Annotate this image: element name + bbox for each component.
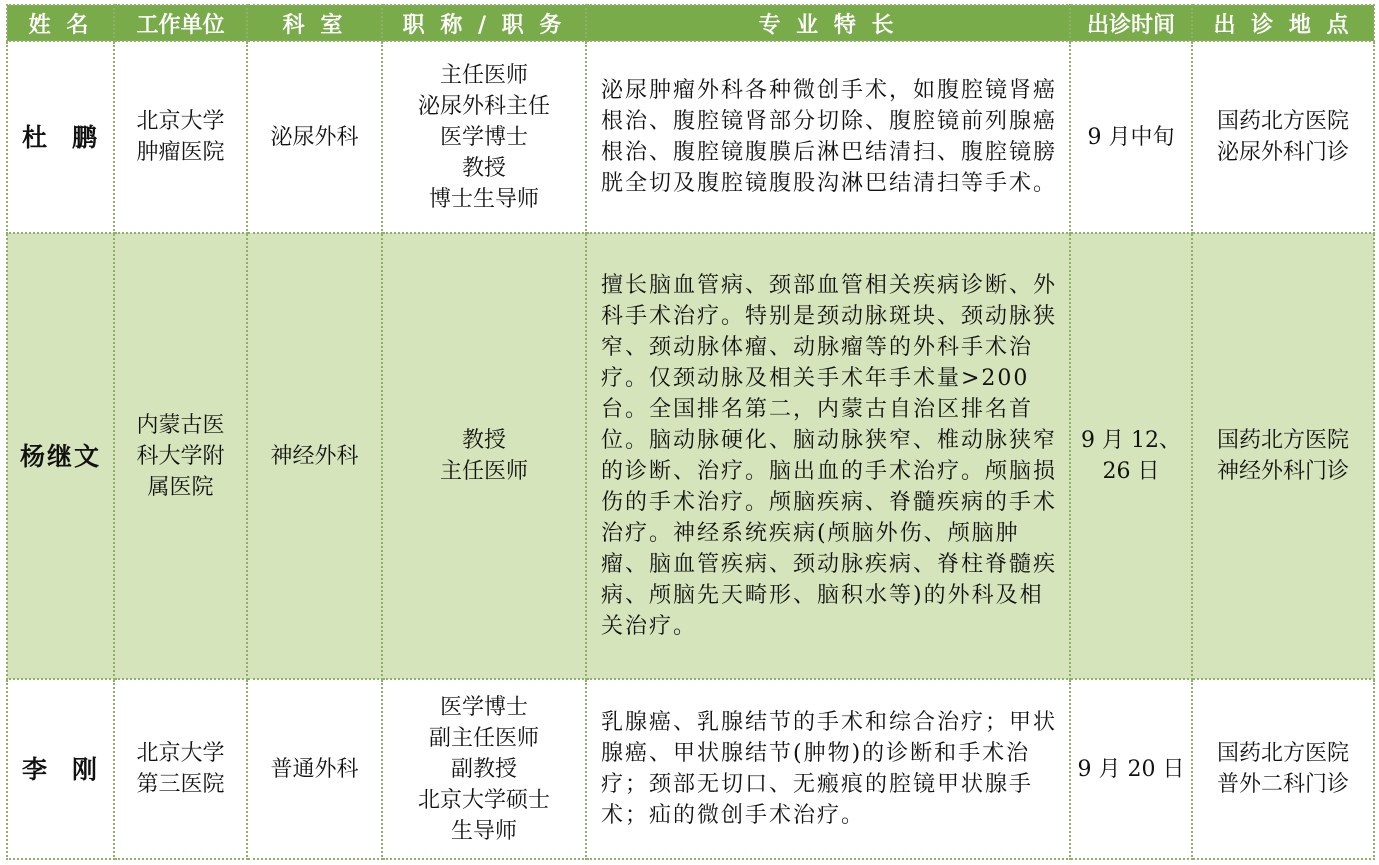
visit-time: 9 月 20 日 [1070, 679, 1192, 859]
header-time: 出诊时间 [1070, 5, 1192, 41]
doctor-name: 杜 鹏 [7, 41, 114, 233]
visit-location: 国药北方医院 普外二科门诊 [1192, 679, 1374, 859]
table-row [7, 679, 1374, 859]
specialty: 擅长脑血管病、颈部血管相关疾病诊断、外科手术治疗。特别是颈动脉斑块、颈动脉狭窄、颈动脉体瘤、动脉瘤等的外科手术治疗。仅颈动脉及相关手术年手术量>200 台。全国排名第二，内蒙古自治区排名首位。脑动脉硬化、脑动脉狭窄、椎动脉狭窄的诊断、治疗。脑出血的手术治疗。颅脑损伤的手术治疗。颅脑疾病、脊髓疾病的手术治疗。神经系统疾病(颅脑外伤、颅脑肿瘤、脑血管疾病、颈动脉疾病、脊柱脊髓疾病、颅脑先天畸形、脑积水等)的外科及相关治疗。 [586, 233, 1070, 679]
clinic-schedule-table [6, 4, 1375, 860]
header-dept: 科 室 [247, 5, 382, 41]
visit-time: 9 月中旬 [1070, 41, 1192, 233]
visit-location: 国药北方医院 泌尿外科门诊 [1192, 41, 1374, 233]
table-row [7, 41, 1374, 233]
visit-location: 国药北方医院 神经外科门诊 [1192, 233, 1374, 679]
department: 泌尿外科 [247, 41, 382, 233]
header-name: 姓 名 [7, 5, 114, 41]
header-unit: 工作单位 [114, 5, 247, 41]
specialty: 泌尿肿瘤外科各种微创手术，如腹腔镜肾癌根治、腹腔镜肾部分切除、腹腔镜前列腺癌根治、腹腔镜腹膜后淋巴结清扫、腹腔镜膀胱全切及腹腔镜腹股沟淋巴结清扫等手术。 [586, 41, 1070, 233]
department: 神经外科 [247, 233, 382, 679]
work-unit: 内蒙古医 科大学附 属医院 [114, 233, 247, 679]
doctor-name: 杨继文 [7, 233, 114, 679]
job-title: 主任医师 泌尿外科主任 医学博士 教授 博士生导师 [382, 41, 586, 233]
specialty: 乳腺癌、乳腺结节的手术和综合治疗；甲状腺癌、甲状腺结节(肿物)的诊断和手术治疗；颈部无切口、无瘢痕的腔镜甲状腺手术；疝的微创手术治疗。 [586, 679, 1070, 859]
table-row [7, 233, 1374, 679]
job-title: 医学博士 副主任医师 副教授 北京大学硕士 生导师 [382, 679, 586, 859]
header-row [7, 5, 1374, 41]
department: 普通外科 [247, 679, 382, 859]
visit-time: 9 月 12、 26 日 [1070, 233, 1192, 679]
job-title: 教授 主任医师 [382, 233, 586, 679]
header-specialty: 专 业 特 长 [586, 5, 1070, 41]
header-location: 出 诊 地 点 [1192, 5, 1374, 41]
work-unit: 北京大学 肿瘤医院 [114, 41, 247, 233]
doctor-name: 李 刚 [7, 679, 114, 859]
work-unit: 北京大学 第三医院 [114, 679, 247, 859]
header-title: 职 称 / 职 务 [382, 5, 586, 41]
